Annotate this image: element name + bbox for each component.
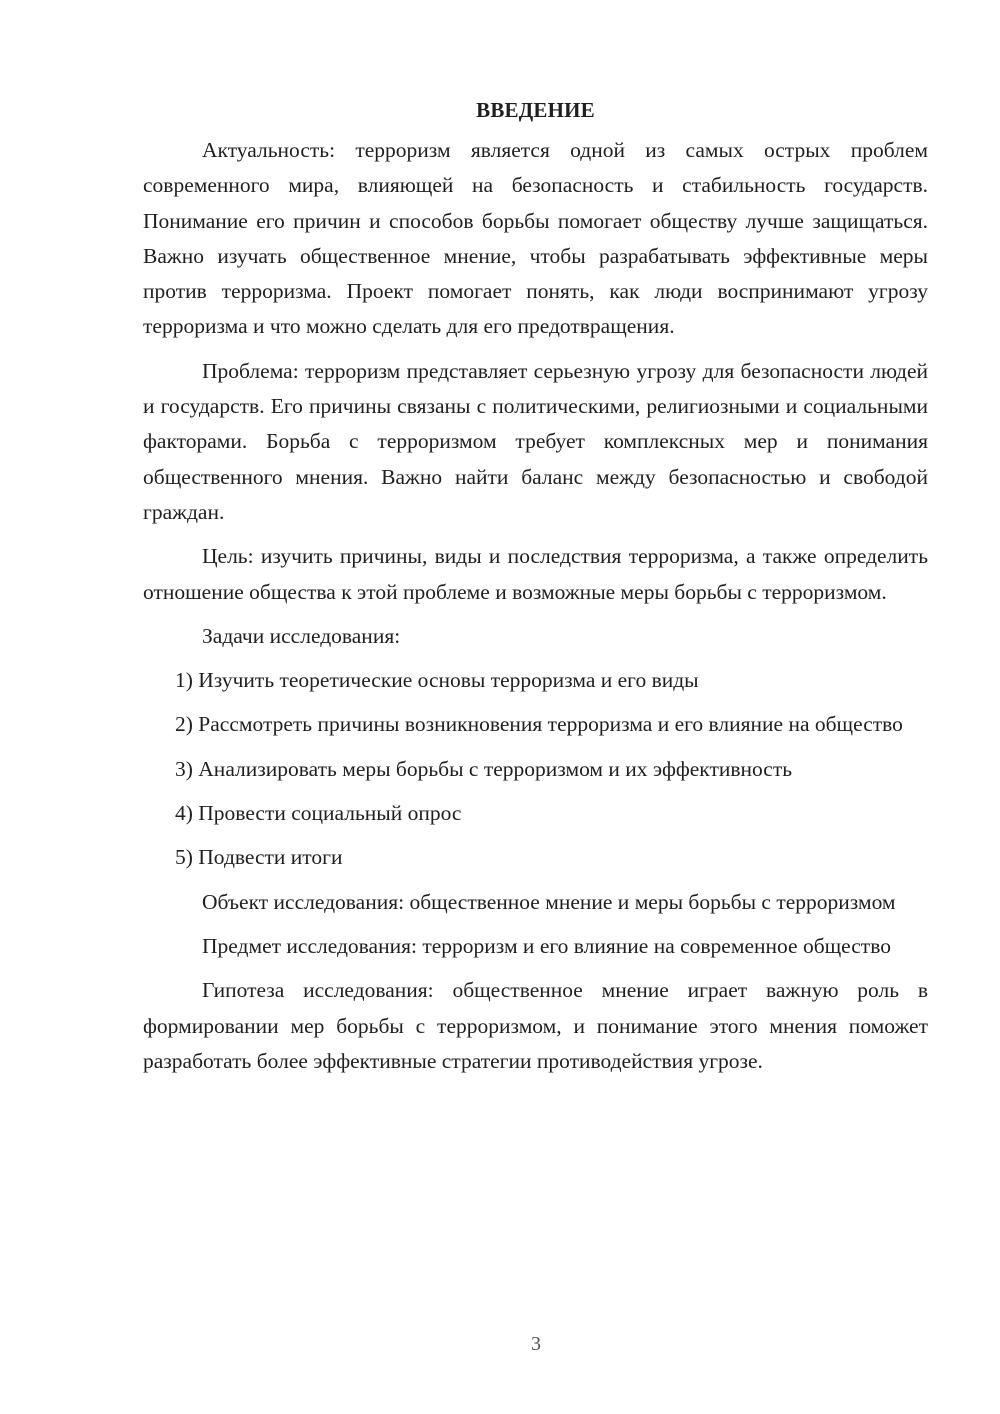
list-item-task-4: 4) Провести социальный опрос (175, 801, 462, 826)
list-item-task-3: 3) Анализировать меры борьбы с терроризмом и их эффективность (175, 756, 793, 781)
paragraph-object: Объект исследования: общественное мнение и меры борьбы с терроризмом (202, 889, 896, 914)
list-item-task-5: 5) Подвести итоги (175, 845, 343, 870)
page-title: ВВЕДЕНИЕ (476, 98, 595, 122)
paragraph-subject: Предмет исследования: терроризм и его влияние на современное общество (202, 933, 891, 958)
page-number: 3 (531, 1333, 541, 1355)
paragraph-problem: Проблема: терроризм представляет серьезную угрозу для безопасности людей и государств. Его причины связаны с политическими, религиозными и социальными факторами. Борьба с терроризмом требует комплексных мер и понимания общественного мнения. Важно найти баланс между безопасностью и свободой граждан. (143, 358, 928, 524)
tasks-heading: Задачи исследования: (202, 623, 401, 648)
paragraph-goal: Цель: изучить причины, виды и последствия терроризма, а также определить отношение общества к этой проблеме и возможные меры борьбы с терроризмом. (143, 544, 928, 604)
paragraph-hypothesis: Гипотеза исследования: общественное мнение играет важную роль в формировании мер борьбы с терроризмом, и понимание этого мнения поможет разработать более эффективные стратегии противодействия угрозе. (143, 978, 928, 1073)
list-item-task-1: 1) Изучить теоретические основы терроризма и его виды (175, 668, 699, 693)
tasks-list (143, 663, 928, 875)
paragraph-relevance: Актуальность: терроризм является одной из самых острых проблем современного мира, влияющей на безопасность и стабильность государств. Понимание его причин и способов борьбы помогает обществу лучше защищаться. Важно изучать общественное мнение, чтобы разрабатывать эффективные меры против терроризма. Проект помогает понять, как люди воспринимают угрозу терроризма и что можно сделать для его предотвращения. (143, 138, 928, 339)
document-page (143, 94, 928, 1088)
list-item-task-2: 2) Рассмотреть причины возникновения терроризма и его влияние на общество (175, 712, 903, 737)
